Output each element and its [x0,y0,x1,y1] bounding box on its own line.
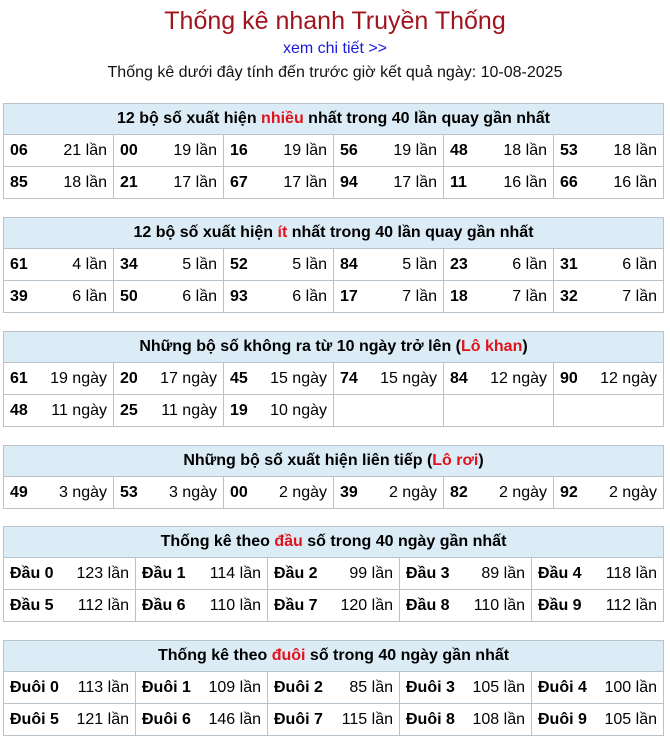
table-row [4,704,664,736]
stat-cell [114,281,224,313]
stat-number: Đuôi 2 [274,678,323,696]
stat-number: 18 [450,287,468,305]
stat-count: 89 lần [481,564,525,582]
stat-number: 39 [340,483,358,501]
stat-number: Đầu 8 [406,596,450,614]
stat-number: 32 [560,287,578,305]
stat-cell [554,135,664,167]
stat-number: 90 [560,369,578,387]
stat-count: 99 lần [349,564,393,582]
stat-number: 92 [560,483,578,501]
stat-count: 113 lần [77,678,129,696]
stat-cell [224,135,334,167]
stat-number: Đuôi 6 [142,710,191,728]
page-title: Thống kê nhanh Truyền Thống [164,7,506,35]
stat-count: 6 lần [292,287,327,305]
table-row [4,363,664,395]
stat-cell [4,590,136,622]
stat-number: 17 [340,287,358,305]
stat-count: 5 lần [402,255,437,273]
stat-count: 15 ngày [270,369,327,387]
stat-count: 7 lần [402,287,437,305]
stat-count: 146 lần [208,710,261,728]
page-header [0,0,670,83]
stat-count: 7 lần [512,287,547,305]
stat-cell [4,558,136,590]
head-digit-table [3,526,664,622]
stat-count: 2 ngày [388,483,437,501]
stat-count: 114 lần [209,564,261,582]
stat-cell [334,477,444,509]
stat-number: 50 [120,287,138,305]
stat-cell [554,477,664,509]
stat-cell [554,167,664,199]
stat-count: 6 lần [512,255,547,273]
stat-count: 17 ngày [160,369,217,387]
stat-cell [224,477,334,509]
stat-count: 2 ngày [498,483,547,501]
stat-number: 23 [450,255,468,273]
stat-number: 39 [10,287,28,305]
stat-number: 93 [230,287,248,305]
stat-number: 82 [450,483,468,501]
stat-number: 53 [120,483,138,501]
stat-cell [114,167,224,199]
lo-khan-table [3,331,664,427]
stat-cell [268,558,400,590]
stat-count: 121 lần [76,710,129,728]
stat-number: 56 [340,141,358,159]
stat-count: 15 ngày [380,369,437,387]
stat-number: 34 [120,255,138,273]
table-row [4,249,664,281]
table-row [4,135,664,167]
stat-count: 17 lần [173,173,217,191]
stat-number: Đuôi 5 [10,710,59,728]
stat-cell [444,249,554,281]
stat-count: 21 lần [63,141,107,159]
table-row [4,558,664,590]
stat-number: Đuôi 7 [274,710,323,728]
stat-number: 84 [340,255,358,273]
stat-number: Đuôi 8 [406,710,455,728]
stat-cell [136,590,268,622]
stat-count: 10 ngày [270,401,327,419]
stat-count: 5 lần [292,255,327,273]
stat-cell [224,249,334,281]
stat-number: Đầu 3 [406,564,450,582]
table-title: Thống kê theo đầu số trong 40 ngày gần nhất [4,527,664,558]
stat-cell [224,281,334,313]
stat-cell [334,281,444,313]
stat-count: 19 lần [173,141,217,159]
stat-cell [4,135,114,167]
stat-number: 00 [120,141,138,159]
stat-cell [114,395,224,427]
stat-number: 94 [340,173,358,191]
stat-cell [554,249,664,281]
stat-number: Đầu 0 [10,564,54,582]
stat-number: 00 [230,483,248,501]
stat-number: 16 [230,141,248,159]
stat-cell [400,672,532,704]
stat-cell [224,395,334,427]
stat-count: 19 ngày [50,369,107,387]
table-title: 12 bộ số xuất hiện nhiều nhất trong 40 lần quay gần nhất [4,104,664,135]
stat-cell [268,590,400,622]
stat-number: 66 [560,173,578,191]
stat-cell [136,704,268,736]
stat-cell [554,281,664,313]
stat-cell [114,363,224,395]
stat-cell [334,167,444,199]
stat-number: 61 [10,369,28,387]
stat-cell [268,672,400,704]
stat-count: 109 lần [208,678,261,696]
stat-number: Đầu 6 [142,596,186,614]
stat-count: 120 lần [340,596,393,614]
stat-cell [4,249,114,281]
table-title: Những bộ số không ra từ 10 ngày trở lên (Lô khan) [4,332,664,363]
stat-cell [334,249,444,281]
stat-count: 112 lần [605,596,657,614]
stat-count: 19 lần [393,141,437,159]
table-title: Những bộ số xuất hiện liên tiếp (Lô rơi) [4,446,664,477]
stat-cell [400,558,532,590]
table-row [4,395,664,427]
stat-number: Đuôi 3 [406,678,455,696]
tail-digit-table [3,640,664,736]
stat-count: 12 ngày [600,369,657,387]
stat-number: 21 [120,173,138,191]
stat-count: 112 lần [77,596,129,614]
stat-number: 20 [120,369,138,387]
stat-count: 6 lần [622,255,657,273]
stat-cell [444,477,554,509]
stat-number: 74 [340,369,358,387]
stat-cell [532,672,664,704]
stat-cell [334,395,444,427]
stat-count: 6 lần [72,287,107,305]
stat-cell [444,167,554,199]
stat-count: 16 lần [613,173,657,191]
stat-cell [136,672,268,704]
least-frequent-table [3,217,664,313]
stat-number: 61 [10,255,28,273]
stat-cell [224,363,334,395]
stat-cell [4,395,114,427]
stat-number: Đầu 9 [538,596,582,614]
stat-cell [334,363,444,395]
stat-count: 16 lần [503,173,547,191]
table-row [4,281,664,313]
stat-count: 3 ngày [168,483,217,501]
stat-number: 52 [230,255,248,273]
stat-number: Đuôi 4 [538,678,587,696]
stat-cell [554,395,664,427]
stat-count: 17 lần [283,173,327,191]
table-row [4,590,664,622]
stat-cell [554,363,664,395]
stat-number: Đuôi 1 [142,678,191,696]
stat-cell [4,672,136,704]
stat-number: 84 [450,369,468,387]
stat-cell [400,590,532,622]
stat-count: 123 lần [76,564,129,582]
stat-number: Đầu 7 [274,596,318,614]
stat-count: 11 ngày [51,401,107,419]
stat-number: 31 [560,255,578,273]
stat-number: 06 [10,141,28,159]
stat-number: Đuôi 0 [10,678,59,696]
stat-count: 5 lần [182,255,217,273]
stat-cell [4,477,114,509]
stat-cell [444,135,554,167]
stat-number: 85 [10,173,28,191]
stat-cell [114,135,224,167]
table-row [4,672,664,704]
stat-count: 4 lần [72,255,107,273]
stat-number: Đầu 2 [274,564,318,582]
stat-number: 25 [120,401,138,419]
stat-count: 110 lần [209,596,261,614]
stat-count: 12 ngày [490,369,547,387]
stat-cell [114,477,224,509]
stat-number: Đầu 1 [142,564,186,582]
stat-cell [334,135,444,167]
stat-number: Đầu 5 [10,596,54,614]
stat-cell [4,167,114,199]
stat-count: 18 lần [613,141,657,159]
stat-cell [268,704,400,736]
stat-number: 67 [230,173,248,191]
stat-count: 18 lần [503,141,547,159]
stat-number: Đuôi 9 [538,710,587,728]
stat-number: 48 [10,401,28,419]
stat-count: 11 ngày [161,401,217,419]
stat-count: 17 lần [393,173,437,191]
stat-cell [444,281,554,313]
stat-number: 53 [560,141,578,159]
view-details-link[interactable]: xem chi tiết >> [282,40,388,57]
stat-number: Đầu 4 [538,564,582,582]
stat-count: 85 lần [349,678,393,696]
stat-count: 18 lần [63,173,107,191]
stat-count: 6 lần [182,287,217,305]
stat-count: 105 lần [604,710,657,728]
stat-number: 11 [450,173,467,191]
stat-cell [4,704,136,736]
stat-cell [532,704,664,736]
stat-cell [400,704,532,736]
stat-number: 48 [450,141,468,159]
stat-cell [532,558,664,590]
stat-number: 45 [230,369,248,387]
stat-count: 2 ngày [608,483,657,501]
stat-number: 49 [10,483,28,501]
stat-cell [532,590,664,622]
table-title: Thống kê theo đuôi số trong 40 ngày gần nhất [4,641,664,672]
stat-cell [224,167,334,199]
stat-count: 105 lần [472,678,525,696]
stat-number: 19 [230,401,248,419]
stat-count: 108 lần [472,710,525,728]
stat-count: 110 lần [473,596,525,614]
stat-count: 7 lần [622,287,657,305]
most-frequent-table [3,103,664,199]
stat-cell [4,281,114,313]
table-row [4,477,664,509]
stat-cell [444,363,554,395]
stat-count: 118 lần [605,564,657,582]
stat-cell [136,558,268,590]
stat-count: 115 lần [341,710,393,728]
stat-count: 19 lần [283,141,327,159]
stat-count: 2 ngày [278,483,327,501]
lo-roi-table [3,445,664,509]
stat-cell [114,249,224,281]
stat-cell [444,395,554,427]
stat-cell [4,363,114,395]
page-subtitle: Thống kê dưới đây tính đến trước giờ kết quả ngày: 10-08-2025 [107,64,563,81]
table-row [4,167,664,199]
stat-count: 3 ngày [58,483,107,501]
stat-count: 100 lần [604,678,657,696]
table-title: 12 bộ số xuất hiện ít nhất trong 40 lần quay gần nhất [4,218,664,249]
